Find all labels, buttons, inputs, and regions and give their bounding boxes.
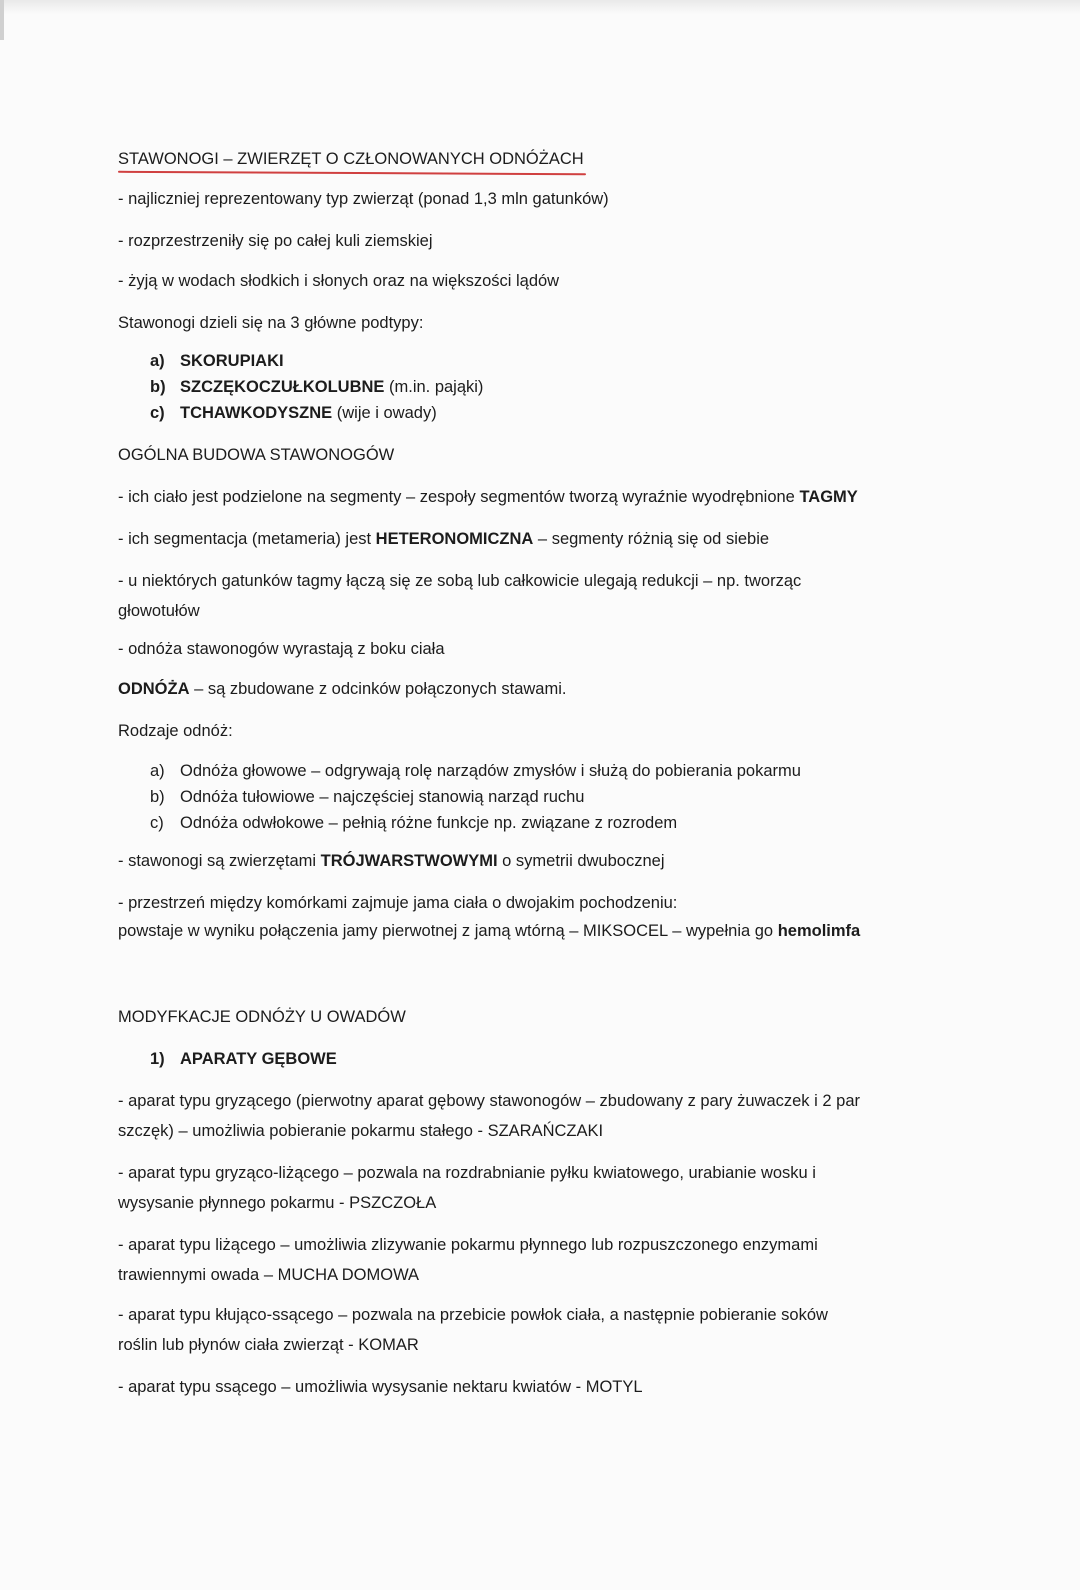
paragraph-line: - przestrzeń między komórkami zajmuje jama ciała o dwojakim pochodzeniu: (118, 894, 678, 912)
bold-term: hemolimfa (777, 922, 861, 940)
budowa-bullet-4: - odnóża stawonogów wyrastają z boku ciała (118, 640, 445, 658)
list-marker: b) (150, 788, 165, 806)
paragraph-text: – segmenty różnią się od siebie (533, 530, 770, 548)
list-marker: c) (150, 814, 164, 832)
leg-text: Odnóża głowowe – odgrywają rolę narządów zmysłów i służą do pobierania pokarmu (180, 762, 801, 780)
leg-text: Odnóża odwłokowe – pełnią różne funkcje np. związane z rozrodem (180, 814, 678, 832)
subtype-name: TCHAWKODYSZNE (180, 404, 333, 422)
paragraph-line: - aparat typu gryzącego (pierwotny aparat gębowy stawonogów – zbudowany z pary żuwaczek i 2 par (118, 1092, 860, 1110)
mouthpart-item-2 (118, 1162, 816, 1214)
section-heading-modyfikacje: MODYFKACJE ODNÓŻY U OWADÓW (118, 1008, 406, 1026)
bold-term: TRÓJWARSTWOWYMI (320, 852, 498, 870)
paragraph-line: wysysanie płynnego pokarmu - PSZCZOŁA (118, 1194, 437, 1212)
paragraph-line: - u niektórych gatunków tagmy łączą się ze sobą lub całkowicie ulegają redukcji – np. tworząc (118, 572, 802, 590)
intro-bullet-2: - rozprzestrzeniły się po całej kuli ziemskiej (118, 232, 433, 250)
paragraph-text: o symetrii dwubocznej (497, 852, 665, 870)
mouthpart-item-1 (118, 1090, 860, 1142)
leg-item-c (150, 812, 677, 834)
page-title: STAWONOGI – ZWIERZĘT O CZŁONOWANYCH ODNÓŻACH (118, 150, 584, 168)
bold-term: ODNÓŻA (118, 680, 190, 698)
paragraph-line: - aparat typu gryząco-liżącego – pozwala na rozdrabnianie pyłku kwiatowego, urabianie wosku i (118, 1164, 816, 1182)
paragraph-line: - aparat typu liżącego – umożliwia zlizywanie pokarmu płynnego lub rozpuszczonego enzymami (118, 1236, 818, 1254)
paragraph-line: trawiennymi owada – MUCHA DOMOWA (118, 1266, 420, 1284)
scan-shadow-top (0, 0, 1080, 14)
subtype-note: (wije i owady) (332, 404, 437, 422)
leg-item-b (150, 786, 584, 808)
title-underline (118, 171, 586, 175)
budowa-bullet-5 (118, 850, 664, 872)
subsection-heading-aparaty (150, 1048, 337, 1070)
subtype-item-a (150, 350, 284, 372)
subsection-title: APARATY GĘBOWE (180, 1050, 337, 1068)
list-marker: 1) (150, 1050, 165, 1068)
list-marker: a) (150, 352, 165, 370)
paragraph-line: - aparat typu kłująco-ssącego – pozwala na przebicie powłok ciała, a następnie pobieranie soków (118, 1306, 828, 1324)
section-heading-budowa: OGÓLNA BUDOWA STAWONOGÓW (118, 446, 395, 464)
budowa-bullet-1 (118, 486, 858, 508)
budowa-bullet-2 (118, 528, 769, 550)
paragraph-line (118, 920, 860, 942)
subtype-item-b (150, 376, 483, 398)
paragraph-line: głowotułów (118, 602, 200, 620)
budowa-bullet-6 (118, 892, 860, 942)
bold-term: HETERONOMICZNA (375, 530, 534, 548)
bold-term: TAGMY (799, 488, 858, 506)
mouthpart-item-5 (118, 1376, 643, 1398)
subtype-item-c (150, 402, 437, 424)
subtypes-intro: Stawonogi dzieli się na 3 główne podtypy: (118, 314, 424, 332)
intro-bullet-1: - najliczniej reprezentowany typ zwierząt (ponad 1,3 mln gatunków) (118, 190, 609, 208)
legs-intro: Rodzaje odnóż: (118, 722, 233, 740)
list-marker: b) (150, 378, 166, 396)
paragraph-text: - ich ciało jest podzielone na segmenty – zespoły segmentów tworzą wyraźnie wyodrębnione (118, 488, 800, 506)
subtype-name: SZCZĘKOCZUŁKOLUBNE (180, 378, 385, 396)
leg-text: Odnóża tułowiowe – najczęściej stanowią narząd ruchu (180, 788, 585, 806)
paragraph-line: - aparat typu ssącego – umożliwia wysysanie nektaru kwiatów - MOTYL (118, 1378, 643, 1396)
list-marker: c) (150, 404, 165, 422)
intro-bullet-3: - żyją w wodach słodkich i słonych oraz na większości lądów (118, 272, 560, 290)
paragraph-text: - ich segmentacja (metameria) jest (118, 530, 376, 548)
budowa-bullet-3 (118, 570, 801, 622)
subtype-note: (m.in. pająki) (384, 378, 484, 396)
paragraph-line: roślin lub płynów ciała zwierząt - KOMAR (118, 1336, 419, 1354)
mouthpart-item-4 (118, 1304, 828, 1356)
paragraph-line: szczęk) – umożliwia pobieranie pokarmu stałego - SZARAŃCZAKI (118, 1122, 604, 1140)
odnoza-definition (118, 678, 566, 700)
subtype-name: SKORUPIAKI (180, 352, 284, 370)
mouthpart-item-3 (118, 1234, 818, 1286)
leg-item-a (150, 760, 801, 782)
paragraph-text: powstaje w wyniku połączenia jamy pierwotnej z jamą wtórną – MIKSOCEL – wypełnia go (118, 922, 778, 940)
list-marker: a) (150, 762, 165, 780)
paragraph-text: – są zbudowane z odcinków połączonych stawami. (189, 680, 567, 698)
scan-mark-left (0, 0, 4, 40)
paragraph-text: - stawonogi są zwierzętami (118, 852, 321, 870)
